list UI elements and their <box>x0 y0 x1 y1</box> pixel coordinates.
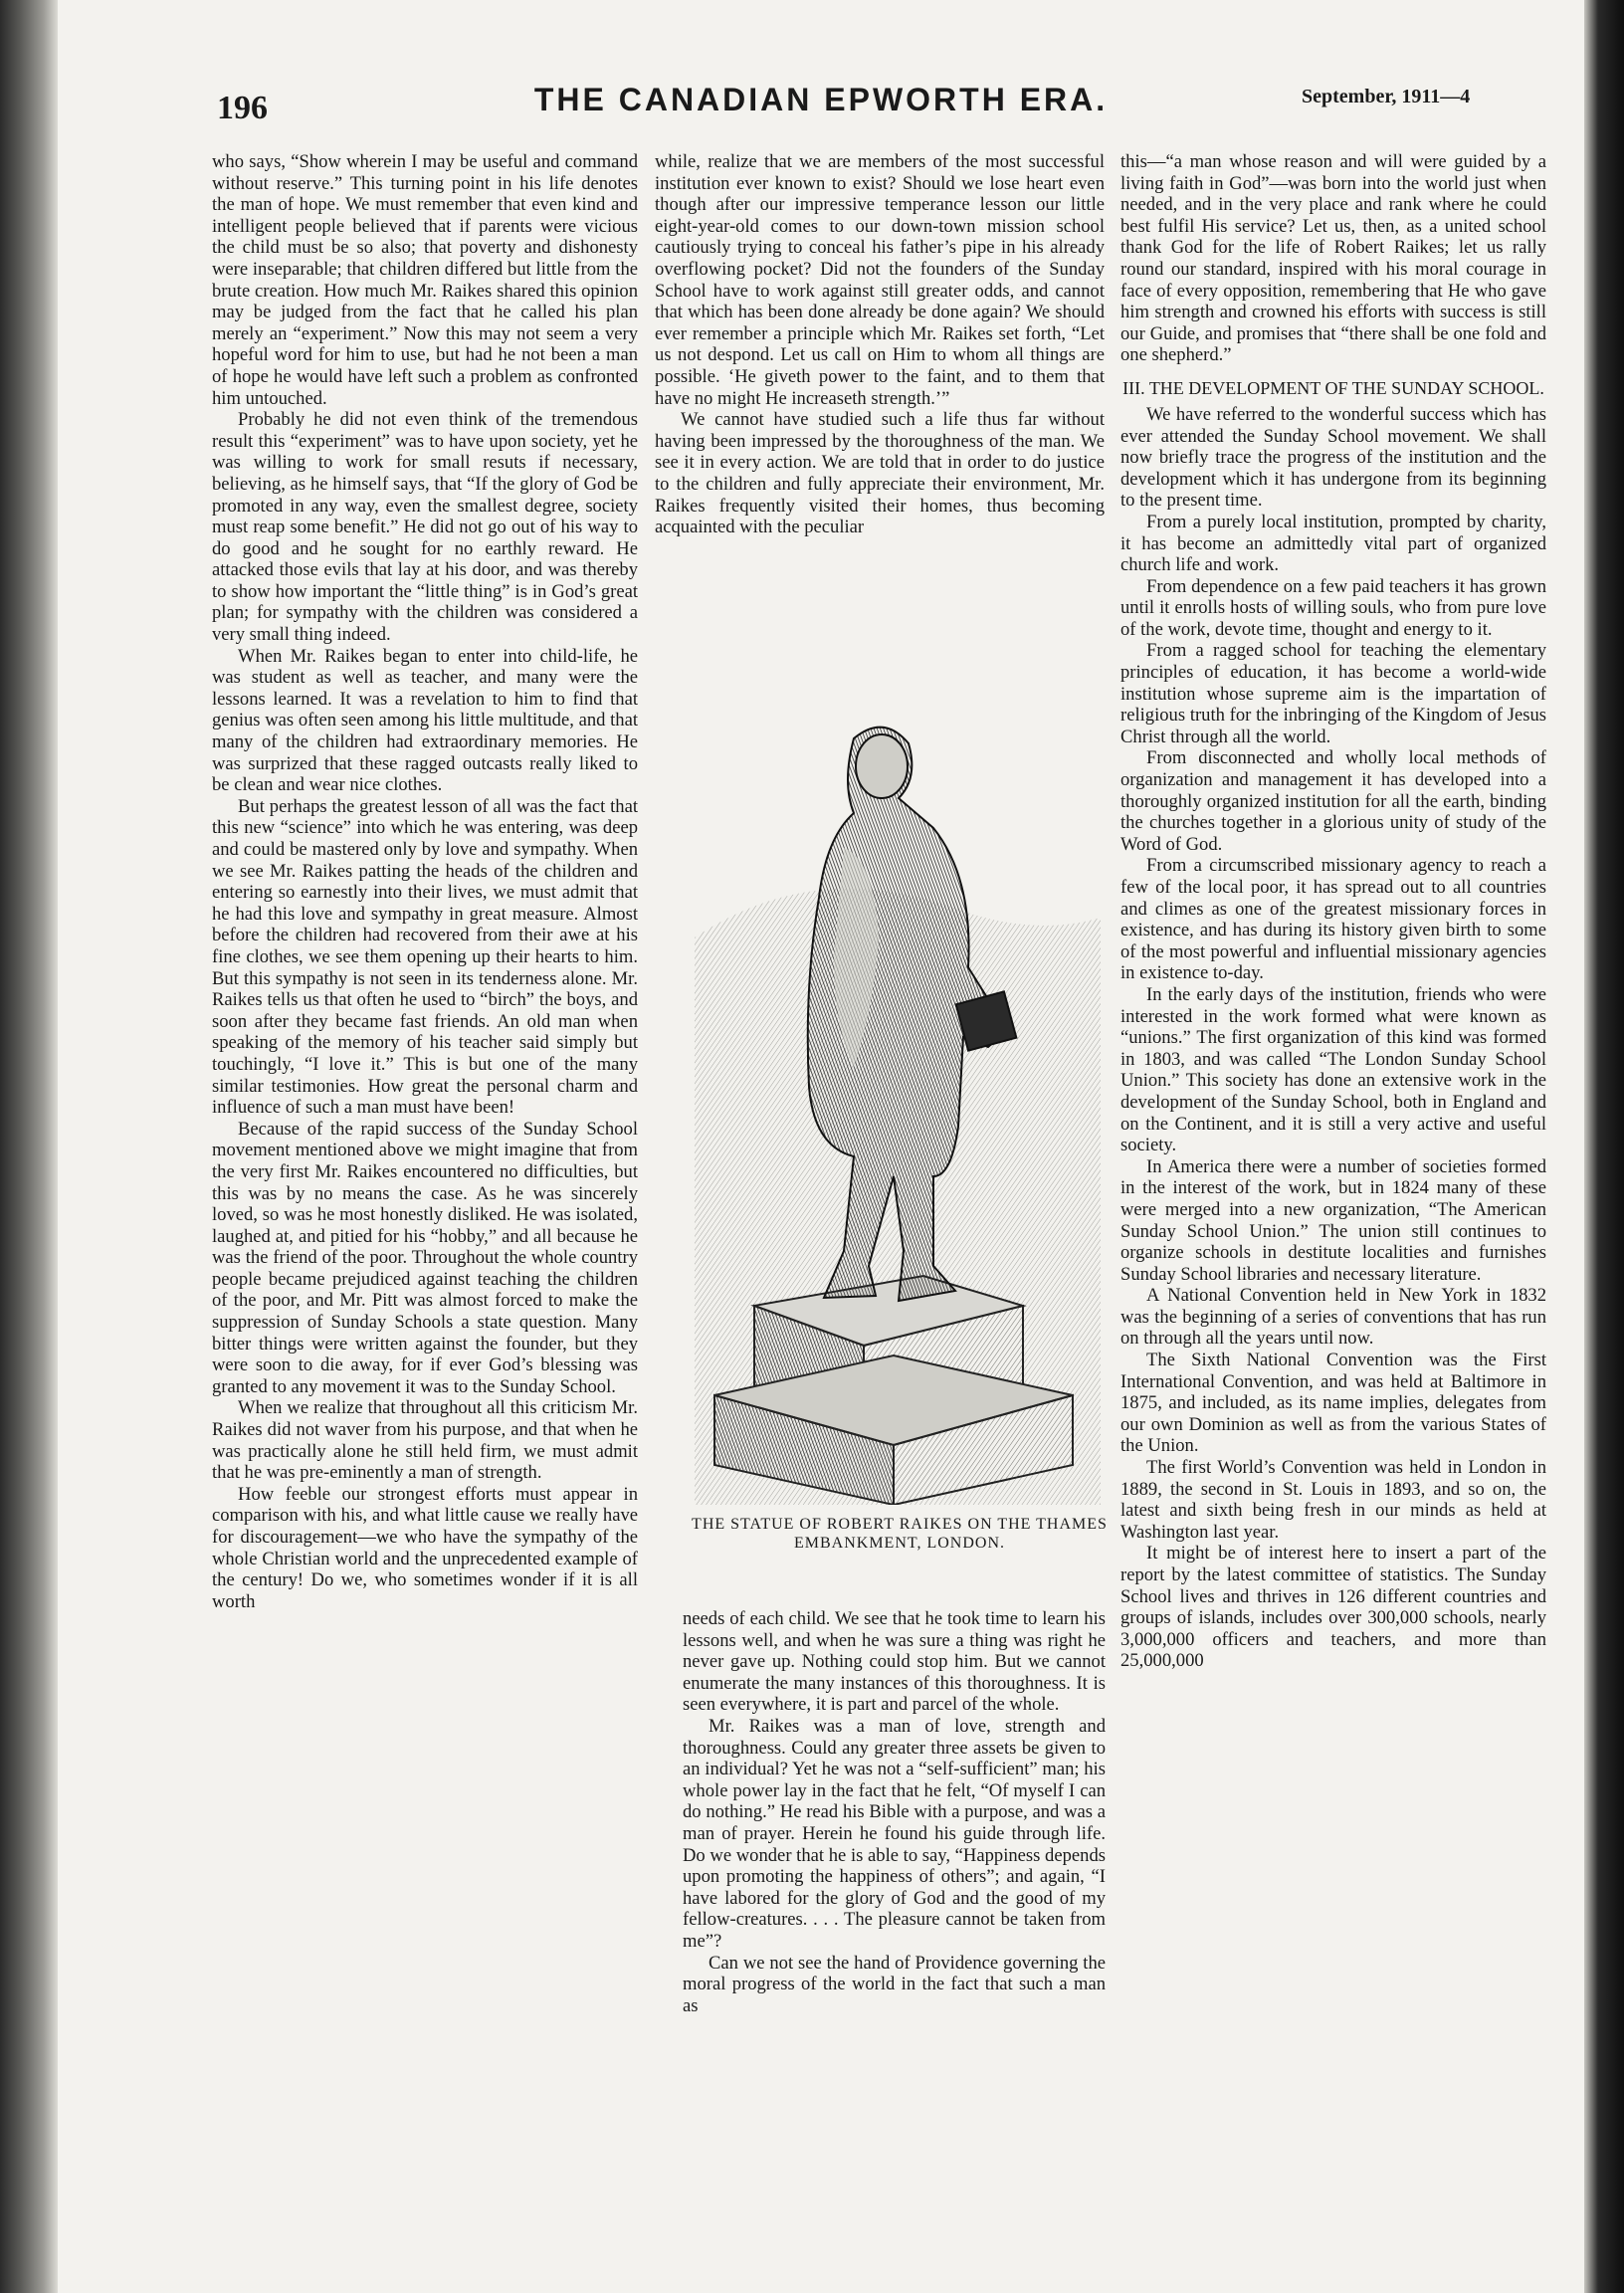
paragraph: When Mr. Raikes began to enter into child-life, he was student as well as teacher, and many were the lessons learned. It was a revelation to him to find that genius was often seen among his little multitude, and that many of the children had extraordinary memories. He was surprized that these ragged outcasts really liked to be clean and wear nice clothes. <box>212 645 638 796</box>
paragraph: From disconnected and wholly local methods of organization and management it has developed into a thoroughly organized institution for all the earth, binding the churches together in a glorious unity of study of the Word of God. <box>1120 747 1546 855</box>
paragraph: In the early days of the institution, friends who were interested in the work formed what were known as “unions.” The first organization of this kind was formed in 1803, and was called “The London Sunday School Union.” This society has done an extensive work in the development of the Sunday School, both in England and on the Continent, and it is still a very active and useful society. <box>1120 983 1546 1156</box>
paragraph: In America there were a number of societies formed in the interest of the work, but in 1824 many of these were merged into a new organization, “The American Sunday School Union.” The union still continues to organize schools in destitute localities and furnishes Sunday School libraries and necessary literature. <box>1120 1155 1546 1285</box>
paragraph: It might be of interest here to insert a part of the report by the latest committee of statistics. The Sunday School lives and thrives in 126 different countries and groups of islands, includes over 300,000 schools, nearly 3,000,000 officers and teachers, and more than 25,000,000 <box>1120 1543 1546 1672</box>
text-column-1 <box>212 151 638 1612</box>
paragraph: We have referred to the wonderful success which has ever attended the Sunday School movement. We shall now briefly trace the progress of the institution and the development which it has undergone from its beginning to the present time. <box>1120 403 1546 512</box>
masthead-title: THE CANADIAN EPWORTH ERA. <box>533 82 1109 117</box>
paragraph: this—“a man whose reason and will were guided by a living faith in God”—was born into the world just when needed, and in the very place and rank where he could best fulfil His service? Let us, then, as a united school thank God for the life of Robert Raikes; let us rally round our standard, inspired with his moral courage in face of every opposition, remembering that He who gave him strength and crowned his efforts with success is still our Guide, and promises that “there shall be one fold and one shepherd.” <box>1120 151 1546 366</box>
paragraph: From a circumscribed missionary agency to reach a few of the local poor, it has spread out to all countries and climes as one of the greatest missionary forces in existence, and has during its history given birth to some of the most powerful and influential missionary agencies in existence to-day. <box>1120 855 1546 984</box>
paragraph: A National Convention held in New York in 1832 was the beginning of a series of conventions that has run on through all the years until now. <box>1120 1285 1546 1350</box>
paragraph: Mr. Raikes was a man of love, strength and thoroughness. Could any greater three assets be given to an individual? Yet he was not a “self-sufficient” man; his whole power lay in the fact that he felt, “Of myself I can do nothing.” He read his Bible with a purpose, and was a man of prayer. Herein he found his guide through life. Do we wonder that he is able to say, “Happiness depends upon promoting the happiness of others”; and again, “I have labored for the glory of God and the good of my fellow-creatures. . . . The pleasure cannot be taken from me”? <box>683 1715 1106 1952</box>
paragraph: How feeble our strongest efforts must appear in comparison with his, and what little cause we really have for discouragement—we who have the sympathy of the whole Christian world and the unprecedented example of the century! Do we, who sometimes wonder if it is all worth <box>212 1483 638 1612</box>
book-edge-right <box>1584 0 1624 2293</box>
paragraph: The Sixth National Convention was the First International Convention, and was held at Baltimore in 1875, and included, as its name implies, delegates from our own Dominion as well as from the various States of the Union. <box>1120 1350 1546 1457</box>
paragraph: Can we not see the hand of Providence governing the moral progress of the world in the fact that such a man as <box>683 1952 1106 2016</box>
book-binding-shadow <box>0 0 58 2293</box>
statue-engraving-image <box>695 709 1101 1505</box>
figure-caption: THE STATUE OF ROBERT RAIKES ON THE THAMES EMBANKMENT, LONDON. <box>692 1516 1108 1552</box>
paragraph: The first World’s Convention was held in London in 1889, the second in St. Louis in 1893, and so on, the latest and sixth being fresh in our minds as held at Washington last year. <box>1120 1457 1546 1543</box>
page-header <box>58 82 1584 141</box>
section-heading: III. THE DEVELOPMENT OF THE SUNDAY SCHOOL. <box>1122 377 1544 398</box>
paragraph: who says, “Show wherein I may be useful and command without reserve.” This turning point in his life denotes the man of hope. We must remember that even kind and intelligent people believed that if parents were vicious the child must be so also; that poverty and dishonesty were inseparable; that children differed but little from the brute creation. How much Mr. Raikes shared this opinion may be judged from the fact that he called his plan merely an “experiment.” Now this may not seem a very hopeful word for him to use, but had he not been a man of hope he would have left such a problem as confronted him untouched. <box>212 151 638 409</box>
paragraph: But perhaps the greatest lesson of all was the fact that this new “science” into which he was entering, was deep and could be mastered only by love and sympathy. When we see Mr. Raikes patting the heads of the children and entering so earnestly into their lives, we must admit that he had this love and sympathy in great measure. Almost before the children had recovered from their awe at his fine clothes, we see them opening up their hearts to him. But this sympathy is not seen in its tenderness alone. Mr. Raikes tells us that often he used to “birch” the boys, and soon after they became fast friends. An old man when speaking of the memory of his teacher said simply but touchingly, “I love it.” This is but one of the many similar testimonies. How great the personal charm and influence of such a man must have been! <box>212 795 638 1119</box>
text-column-2-bottom <box>683 1608 1106 2016</box>
paragraph: Because of the rapid success of the Sunday School movement mentioned above we might imagine that from the very first Mr. Raikes encountered no difficulties, but this was by no means the case. As he was sincerely loved, so was he most honestly disliked. He was isolated, laughed at, and pitied for his “hobby,” and all because he was the friend of the poor. Throughout the whole country people became prejudiced against teaching the children of the poor, and Mr. Pitt was almost forced to make the suppression of Sunday Schools a state question. Many bitter things were written against the founder, but they were soon to die away, for if ever God’s blessing was granted to any movement it was to the Sunday School. <box>212 1118 638 1397</box>
paragraph: From a purely local institution, prompted by charity, it has become an admittedly vital part of organized church life and work. <box>1120 511 1546 576</box>
paragraph: We cannot have studied such a life thus far without having been impressed by the thoroughness of the man. We see it in every action. We are told that in order to do justice to the children and fully appreciate their environment, Mr. Raikes frequently visited their homes, thus becoming acquainted with the peculiar <box>655 409 1105 538</box>
paragraph: while, realize that we are members of the most successful institution ever known to exist? Should we lose heart even though after our impressive temperance lesson our little eight-year-old comes to our down-town mission school cautiously trying to conceal his father’s pipe in his already overflowing pocket? Did not the founders of the Sunday School have to work against still greater odds, and cannot that which has been done already be done again? We should ever remember a principle which Mr. Raikes set forth, “Let us not despond. Let us call on Him to whom all things are possible. ‘He giveth power to the faint, and to them that have no might He increaseth strength.’” <box>655 151 1105 409</box>
text-column-3 <box>1120 151 1546 1672</box>
statue-illustration <box>695 709 1101 1505</box>
text-column-2-top <box>655 151 1105 538</box>
magazine-page <box>58 0 1584 2293</box>
paragraph: When we realize that throughout all this criticism Mr. Raikes did not waver from his purpose, and that when he was practically alone he still held firm, we must admit that he was pre-eminently a man of strength. <box>212 1397 638 1484</box>
paragraph: From dependence on a few paid teachers it has grown until it enrolls hosts of willing souls, who from pure love of the work, devote time, thought and energy to it. <box>1120 575 1546 640</box>
paragraph: From a ragged school for teaching the elementary principles of education, it has become a world-wide institution whose supreme aim is the impartation of religious truth for the inbringing of the Kingdom of Jesus Christ through all the world. <box>1120 640 1546 747</box>
paragraph: Probably he did not even think of the tremendous result this “experiment” was to have upon society, yet he was willing to work for small resuts if necessary, believing, as he himself says, that “If the glory of God be promoted in any way, even the smallest degree, society must reap some benefit.” He did not go out of his way to do good and he sought for no earthly reward. He attacked those evils that lay at his door, and was thereby to show how important the “little thing” is in God’s great plan; for sympathy with the children was considered a very small thing indeed. <box>212 409 638 646</box>
issue-date: September, 1911—4 <box>1302 86 1471 107</box>
page-number: 196 <box>217 90 268 126</box>
paragraph: needs of each child. We see that he took time to learn his lessons well, and when he was sure a thing was right he never gave up. Nothing could stop him. But we cannot enumerate the many instances of this thoroughness. It is seen everywhere, it is part and parcel of the whole. <box>683 1608 1106 1716</box>
